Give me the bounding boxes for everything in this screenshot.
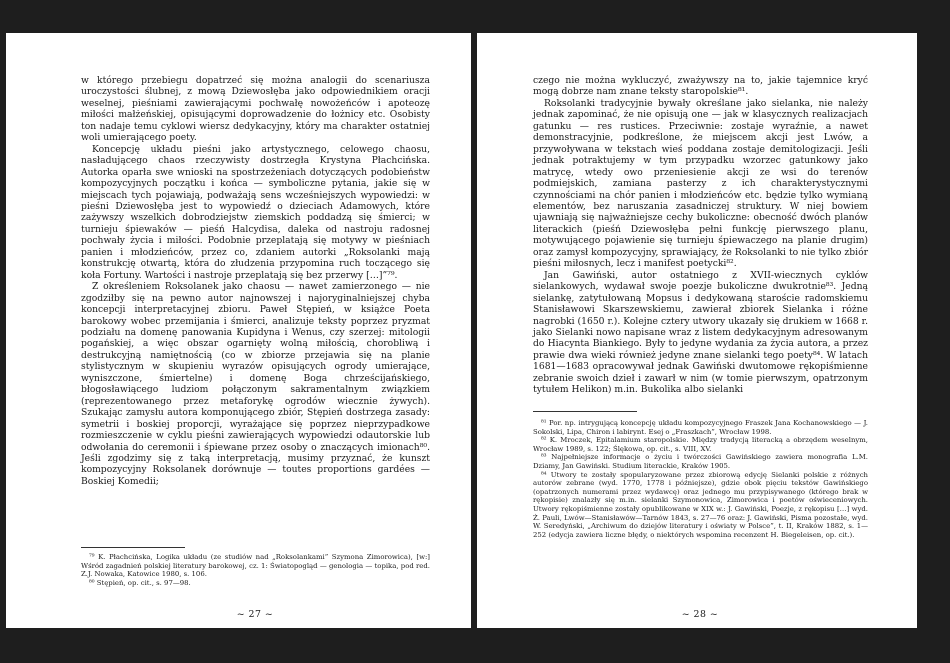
page-number: ~ 28 ~	[681, 609, 719, 620]
left-footnotes	[81, 553, 430, 587]
footnote: ⁸⁰ Stępień, op. cit., s. 97—98.	[89, 578, 191, 587]
left-page	[6, 33, 471, 628]
footnote: ⁸² K. Mroczek, Epitalamium staropolskie. Między tradycją literacką a obrzędem weselnym, Wrocław 1989, s. 122; Ślękowa, op. cit., s. VIII, XV.	[533, 436, 868, 453]
footnote: ⁷⁹ K. Płachcińska, Logika układu (ze studiów nad „Roksolankami” Szymona Zimorowica), [w:] Wśród zagadnień polskiej literatury barokowej, cz. 1: Światopogląd — genologia — topika, pod red. Z.J. Nowaka, Katowice 1980, s. 106.	[81, 553, 430, 579]
paragraph: Jan Gawiński, autor ostatniego z XVII-wiecznych cyklów sielankowych, wydawał swoje poezje bukoliczne dwukrotnie⁸³. Jedną sielankę, zatytułowaną Mopsus i dedykowaną staroście radomskiemu Stanisławowi Skarszewskiemu, zawierał zbiorek Sielanka i różne nagrobki (1650 r.). Kolejne cztery utwory ukazały się drukiem w 1668 r. jako Sielanki nowo napisane wraz z listem dedykacyjnym adresowanym do Hiacynta Biankiego. Były to jedyne wydania za życia autora, a przez prawie dwa wieki również jedyne znane sielanki tego poety⁸⁴. W latach 1681—1683 opracowywał jednak Gawiński dwutomowe rękopiśmienne zebranie swoich dzieł i zawarł w nim (w tomie pierwszym, opatrzonym tytułem Helikon) m.in. Bukolika albo sielanki	[533, 269, 868, 396]
right-footnotes	[533, 419, 868, 539]
paragraph: w którego przebiegu dopatrzeć się można analogii do scenariusza uroczystości ślubnej, z mową Dziewosłęba jako odpowiednikiem oracji weselnej, pieśniami zawierającymi pochwałę nowożeńców i apoteozę miłości małżeńskiej, opisującymi doprowadzenie do łożnicy etc. Osobisty ton nadaje temu cyklowi wiersz dedykacyjny, który ma charakter ostatniej woli umierającego poety.	[81, 75, 430, 144]
footnote: ⁸¹ Por. np. intrygującą koncepcję układu kompozycyjnego Fraszek Jana Kochanowskiego — J. Sokolski, Lipa, Chiron i labirynt. Esej o „Fraszkach”, Wrocław 1998.	[533, 419, 868, 436]
footnote-rule	[81, 547, 185, 548]
right-page	[477, 33, 917, 628]
paragraph: Z określeniem Roksolanek jako chaosu — nawet zamierzonego — nie zgodziłby się na pewno autor najnowszej i najoryginalniejszej chyba koncepcji interpretacyjnej zbioru. Paweł Stępień, w książce Poeta barokowy wobec przemijania i śmierci, analizuje teksty poprzez pryzmat podziału na domenę panowania Kupidyna i Wenus, czy szerzej: mitologii pogańskiej, a więc obszar ogarnięty wolną miłością, chorobliwą i destrukcyjną namiętnością (co w zbiorze przejawia się na planie stylistycznym w skupieniu wyrazów opisujących ogrody umierające, wyniszczone, śmiertelne) i domenę Boga chrześcijańskiego, błogosławiącego ludziom połączonym sakramentalnym związkiem (reprezentowanego przez metaforykę ogrodów wiecznie żywych). Szukając zamysłu autora komponującego zbiór, Stępień dostrzega zasady: symetrii i boskiej proporcji, wyrażające się poprzez nieprzypadkowe rozmieszczenie w cyklu pieśni zawierających wypowiedzi odautorskie lub odwołania do ceremonii i śpiewane przez osoby o znaczących imionach⁸⁰. Jeśli zgodzimy się z taką interpretacją, musimy przyznać, że kunszt kompozycyjny Roksolanek dorównuje — toutes proportions gardées — Boskiej Komedii;	[81, 281, 430, 487]
footnote-rule	[533, 411, 637, 412]
footnote: ⁸⁴ Utwory te zostały spopularyzowane przez zbiorową edycję Sielanki polskie z różnych autorów zebrane (wyd. 1770, 1778 i późniejsze), gdzie obok pięciu tekstów Gawińskiego (opatrzonych numerami przez wydawcę) oraz jednego mu przypisywanego (którego brak w rękopisie) znalazły się m.in. sielanki Szymonowica, Zimorowica i poetów oświeceniowych. Utwory rękopiśmienne zostały opublikowane w XIX w.: J. Gawiński, Poezje, z rękopisu […] wyd. Ż. Pauli, Lwów—Stanisławów—Tarnów 1843, s. 27—76 oraz: J. Gawiński, Pisma pozostałe, wyd. W. Seredyński, „Archiwum do dziejów literatury i oświaty w Polsce”, t. II, Kraków 1882, s. 1—252 (edycja zawiera liczne błędy, o niektórych wspomina recenzent H. Biegeleisen, op. cit.).	[533, 470, 868, 539]
paragraph: Koncepcję układu pieśni jako artystycznego, celowego chaosu, nasładującego chaos rzeczywisty dostrzegła Krystyna Płachcińska. Autorka oparła swe wnioski na spostrzeżeniach dotyczących podobieństw kompozycyjnych początku i końca — symboliczne pytania, jakie się w miejscach tych pojawiają, podważają sens wcześniejszych wypowiedzi: w pieśni Dziewosłęba jest to wypowiedź o dzieciach Adamowych, które zażywszy wszelkich dobrodziejstw ziemskich poddadzą się śmierci; w turnieju śpiewaków — pieśń Halcydisa, daleka od nastroju radosnej pochwały życia i miłości. Podobnie przeplatają się motywy w pieśniach panien i młodzieńców, przez co, zdaniem autorki „Roksolanki mają konstrukcję otwartą, która do złudzenia przypomina ruch toczącego się koła Fortuny. Wartości i nastroje przeplatają się bez przerwy […]”⁷⁹.	[81, 143, 430, 281]
paragraph: czego nie można wykluczyć, zważywszy na to, jakie tajemnice kryć mogą dobrze nam znane teksty staropolskie⁸¹.	[533, 75, 868, 98]
left-body-text	[81, 75, 430, 487]
page-number: ~ 27 ~	[236, 609, 274, 620]
paragraph: Roksolanki tradycyjnie bywały określane jako sielanka, nie należy jednak zapominać, że nie opisują one — jak w klasycznych realizacjach gatunku — res rustices. Przeciwnie: zostaje wyraźnie, a nawet demonstracyjnie, podkreślone, że miejscem akcji jest Lwów, a przywoływana w tekstach wieś poddana zostaje demitologizacji. Jeśli jednak potraktujemy w tym przypadku wzorzec gatunkowy jako matrycę, wtedy owo przeniesienie akcji ze wsi do terenów podmiejskich, zamiana pasterzy z ich charakterystycznymi czynnościami na chór panien i młodzieńców etc. będzie tylko wymianą elementów, bez naruszania zasadniczej struktury. W niej bowiem ujawniają się najważniejsze cechy bukoliczne: obecność dwóch planów literackich (pieśń Dziewosłęba pełni funkcję pierwszego planu, motywującego pojawienie się turnieju śpiewaczego na planie drugim) oraz zamysł kompozycyjny, sprawiający, że Roksolanki to nie tylko zbiór pieśni miłosnych, lecz i manifest poetycki⁸².	[533, 97, 868, 270]
footnote: ⁸³ Najpełniejsze informacje o życiu i twórczości Gawińskiego zawiera monografia L.M. Dziamy, Jan Gawiński. Studium literackie, Kraków 1905.	[533, 453, 868, 470]
right-body-text	[533, 75, 868, 396]
